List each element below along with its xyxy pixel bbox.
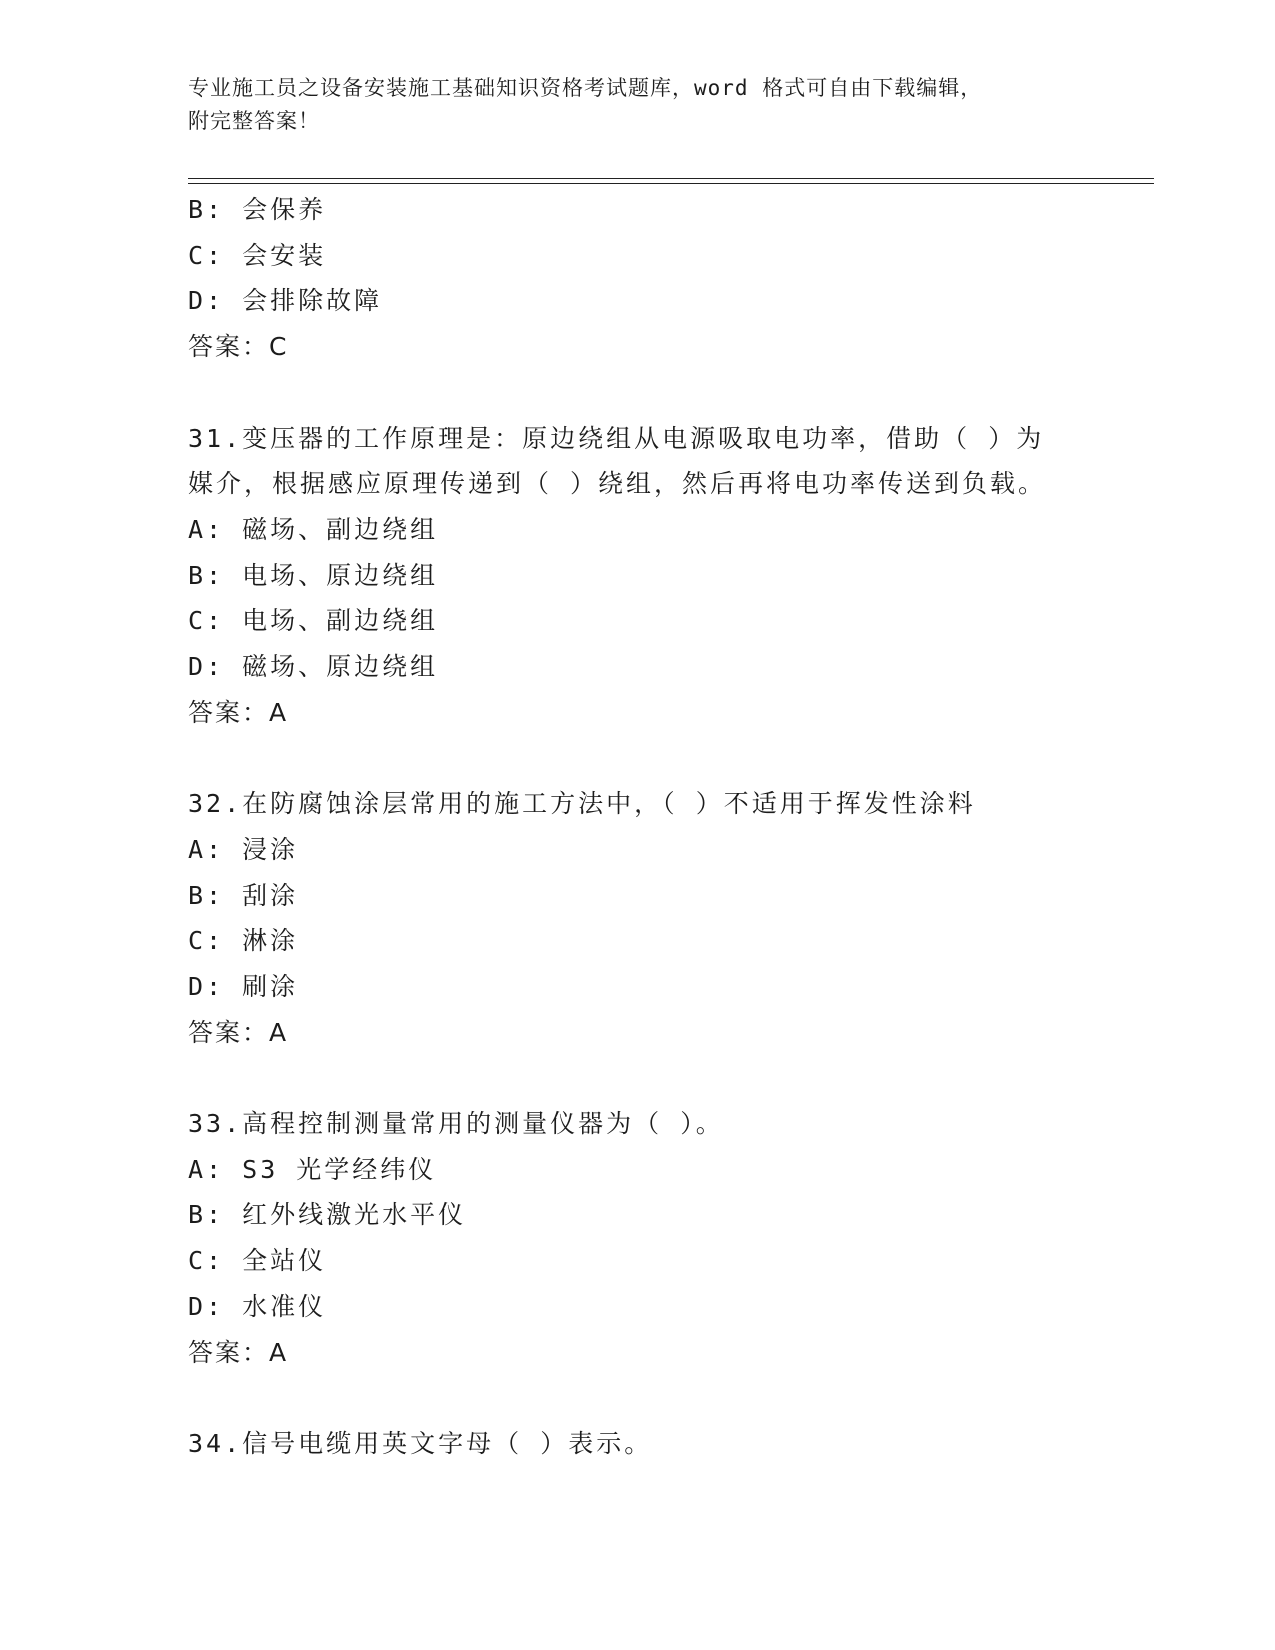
answer-label: 答案： [188,1337,270,1367]
question-31 [188,416,1148,736]
answer-label: 答案： [188,697,270,727]
option-a: A: 浸涂 [188,834,299,864]
option-a: A: 磁场、副边绕组 [188,514,439,544]
spacer [188,1375,1148,1421]
answer-value: A [269,1337,290,1367]
question-34 [188,1421,1148,1467]
answer-label: 答案： [188,332,270,362]
header-line-2: 附完整答案！ [188,109,320,133]
option-b: B: 会保养 [188,195,327,224]
header-divider-top [188,178,1154,179]
answer-line [188,690,1148,736]
option-d: D: 水准仪 [188,1291,327,1321]
header-divider-bottom [188,183,1154,184]
answer-value: C [269,332,290,362]
question-stem: 32.在防腐蚀涂层常用的施工方法中，（ ）不适用于挥发性涂料 [188,789,976,819]
answer-line [188,1330,1148,1376]
option-a: A: S3 光学经纬仪 [188,1154,437,1184]
option-b: B: 刮涂 [188,880,299,910]
option-b: B: 红外线激光水平仪 [188,1200,467,1230]
question-stem: 34.信号电缆用英文字母（ ）表示。 [188,1428,653,1458]
question-stem: 31.变压器的工作原理是：原边绕组从电源吸取电功率，借助（ ）为 [188,423,1045,453]
answer-line [188,1010,1148,1056]
option-d: D: 刷涂 [188,971,299,1001]
answer-label: 答案： [188,1017,270,1047]
question-33 [188,1101,1148,1375]
answer-line [188,324,1148,370]
answer-value: A [269,697,290,727]
option-d: D: 磁场、原边绕组 [188,652,439,682]
question-content [188,187,1148,1467]
option-c: C: 全站仪 [188,1246,327,1276]
question-stem: 媒介，根据感应原理传递到（ ）绕组，然后再将电功率传送到负载。 [188,469,1047,499]
header-line-1: 专业施工员之设备安装施工基础知识资格考试题库，word 格式可自由下载编辑， [188,76,983,100]
option-b: B: 电场、原边绕组 [188,560,439,590]
document-header [188,72,1068,138]
question-32 [188,781,1148,1055]
spacer [188,370,1148,416]
option-c: C: 会安装 [188,240,327,270]
question-stem: 33.高程控制测量常用的测量仪器为（ ）。 [188,1109,724,1139]
option-c: C: 淋涂 [188,926,299,956]
option-c: C: 电场、副边绕组 [188,606,439,636]
previous-question-block [188,187,1148,370]
spacer [188,735,1148,781]
spacer [188,1055,1148,1101]
option-d: D: 会排除故障 [188,286,383,316]
answer-value: A [269,1017,290,1047]
